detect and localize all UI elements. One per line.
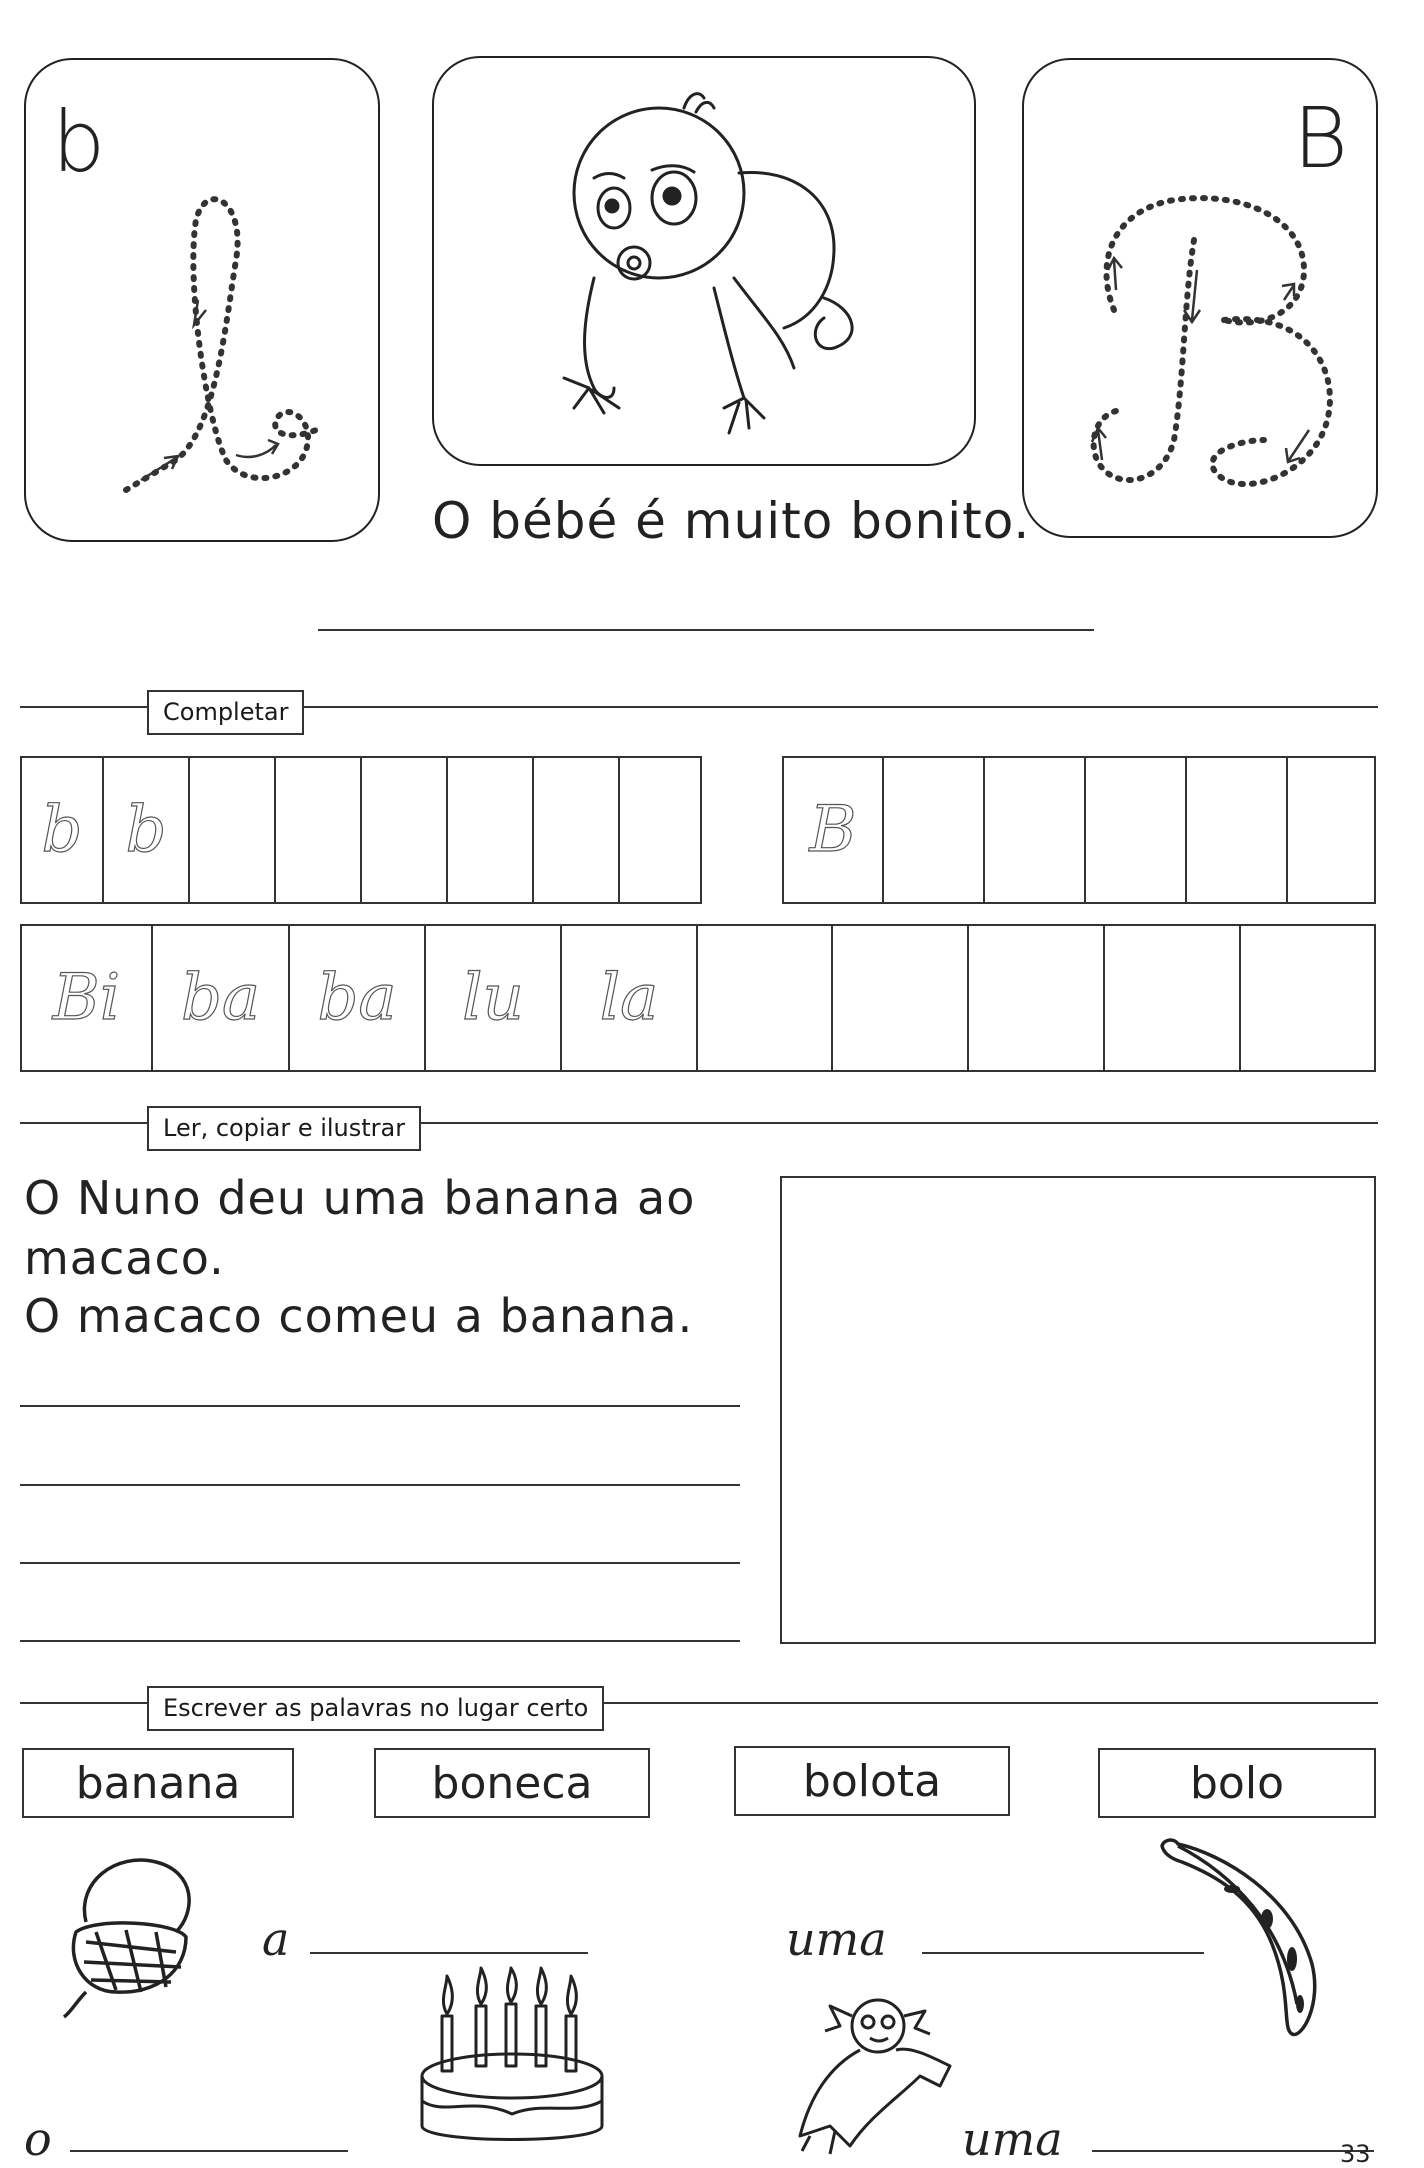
tracing-cell[interactable] xyxy=(290,926,426,1070)
tracing-cell[interactable] xyxy=(562,926,698,1070)
copy-writing-line[interactable] xyxy=(20,1484,740,1486)
letter-card-uppercase xyxy=(1022,58,1378,538)
picture-sentence: O bébé é muito bonito. xyxy=(432,492,1031,550)
tracing-cell[interactable] xyxy=(784,758,884,902)
tracing-cell[interactable] xyxy=(969,926,1105,1070)
tracing-grid-syllables xyxy=(20,924,1376,1072)
tracing-cell[interactable] xyxy=(362,758,448,902)
tracing-cell[interactable] xyxy=(104,758,190,902)
copy-writing-line[interactable] xyxy=(20,1562,740,1564)
acorn-icon xyxy=(56,1852,206,2022)
dotted-cursive-b-icon xyxy=(86,160,346,520)
tracing-cell[interactable] xyxy=(698,926,833,1070)
tracing-letter: B xyxy=(809,793,857,867)
article-label: uma xyxy=(786,1912,887,1966)
tracing-letter: b xyxy=(41,793,83,867)
crawling-baby-icon xyxy=(534,78,874,448)
tracing-cell[interactable] xyxy=(448,758,534,902)
illustration-box[interactable] xyxy=(780,1176,1376,1644)
page-number: 33 xyxy=(1340,2140,1371,2168)
doll-icon xyxy=(790,1986,960,2156)
tracing-cell[interactable] xyxy=(1105,926,1241,1070)
tracing-cell[interactable] xyxy=(426,926,562,1070)
answer-line-cake[interactable] xyxy=(70,2150,348,2152)
tracing-cell[interactable] xyxy=(884,758,985,902)
tracing-cell[interactable] xyxy=(1241,926,1374,1070)
article-label: uma xyxy=(962,2112,1063,2166)
tracing-cell[interactable] xyxy=(833,926,969,1070)
section-label-escrever: Escrever as palavras no lugar certo xyxy=(147,1686,604,1731)
sentence-writing-line[interactable] xyxy=(318,629,1094,631)
answer-line-acorn[interactable] xyxy=(310,1952,588,1954)
reading-line: O Nuno deu uma banana ao xyxy=(24,1171,696,1225)
reading-line: macaco. xyxy=(24,1231,225,1285)
tracing-syllable: ba xyxy=(317,961,397,1035)
word-box-boneca: boneca xyxy=(374,1748,650,1818)
banana-icon xyxy=(1152,1834,1332,2044)
tracing-grid-lowercase xyxy=(20,756,702,904)
tracing-grid-uppercase xyxy=(782,756,1376,904)
tracing-cell[interactable] xyxy=(1187,758,1288,902)
tracing-cell[interactable] xyxy=(1288,758,1374,902)
tracing-syllable: ba xyxy=(180,961,261,1035)
tracing-cell[interactable] xyxy=(1086,758,1187,902)
tracing-cell[interactable] xyxy=(620,758,700,902)
tracing-cell[interactable] xyxy=(190,758,276,902)
word-box-banana: banana xyxy=(22,1748,294,1818)
section-label-completar: Completar xyxy=(147,690,304,735)
birthday-cake-icon xyxy=(414,1966,610,2158)
tracing-syllable: Bi xyxy=(52,961,121,1035)
article-label: o xyxy=(24,2112,52,2166)
lowercase-letter: b xyxy=(52,93,106,191)
word-box-bolo: bolo xyxy=(1098,1748,1376,1818)
picture-card xyxy=(432,56,976,466)
tracing-cell[interactable] xyxy=(153,926,290,1070)
article-label: a xyxy=(262,1912,290,1966)
uppercase-letter: B xyxy=(1292,89,1348,187)
answer-line-doll[interactable] xyxy=(1092,2150,1374,2152)
tracing-cell[interactable] xyxy=(22,758,104,902)
dotted-cursive-B-icon xyxy=(1064,180,1354,510)
tracing-cell[interactable] xyxy=(534,758,620,902)
copy-writing-line[interactable] xyxy=(20,1640,740,1642)
section-label-ler: Ler, copiar e ilustrar xyxy=(147,1106,421,1151)
reading-line: O macaco comeu a banana. xyxy=(24,1289,694,1343)
tracing-syllable: lu xyxy=(462,961,524,1035)
tracing-cell[interactable] xyxy=(985,758,1086,902)
word-box-bolota: bolota xyxy=(734,1746,1010,1816)
tracing-cell[interactable] xyxy=(22,926,153,1070)
copy-writing-line[interactable] xyxy=(20,1405,740,1407)
letter-card-lowercase xyxy=(24,58,380,542)
tracing-syllable: la xyxy=(599,961,659,1035)
tracing-letter: b xyxy=(125,793,167,867)
tracing-cell[interactable] xyxy=(276,758,362,902)
